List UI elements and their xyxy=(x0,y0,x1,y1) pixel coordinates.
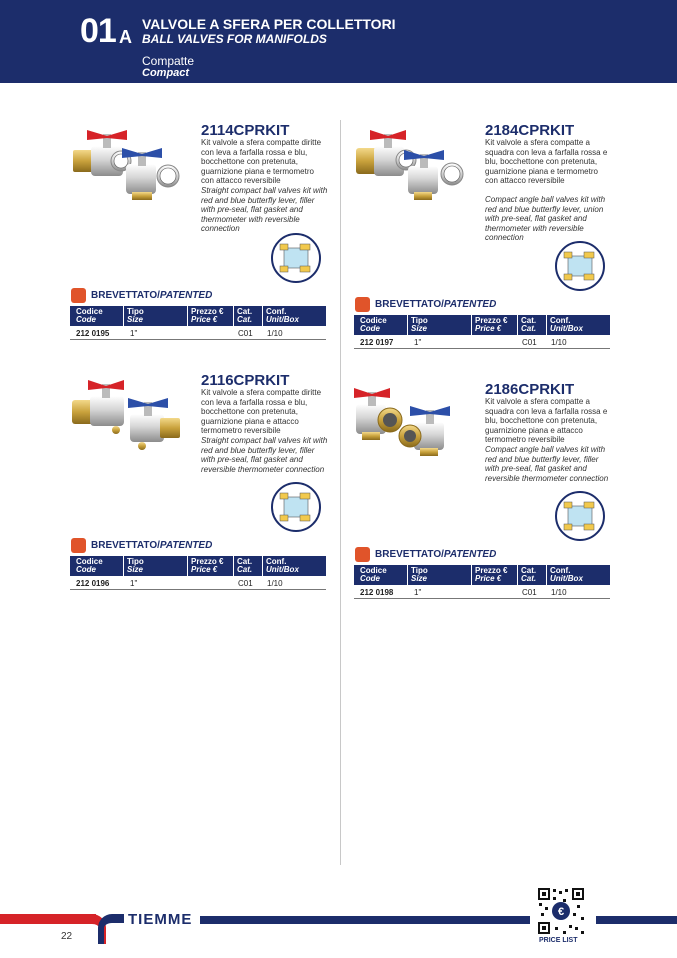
table-row xyxy=(354,335,610,349)
row-size: 1" xyxy=(414,588,422,597)
col-header-size-en: Size xyxy=(411,574,428,583)
col-header-conf: Conf. xyxy=(266,557,287,566)
col-header-cat-en: Cat. xyxy=(521,324,537,333)
footer-blue-stripe xyxy=(200,916,530,924)
product-table xyxy=(354,315,610,349)
col-header-cat-en: Cat. xyxy=(521,574,537,583)
col-header-conf-en: Unit/Box xyxy=(266,315,299,324)
col-header-price: Prezzo € xyxy=(191,557,224,566)
section-letter: A xyxy=(119,27,132,47)
product-code: 2114CPRKIT xyxy=(201,122,290,139)
section-title-it: VALVOLE A SFERA PER COLLETTORI xyxy=(142,16,396,32)
section-title-en: BALL VALVES FOR MANIFOLDS xyxy=(142,32,327,46)
col-header-conf-en: Unit/Box xyxy=(266,565,299,574)
product-description-it: Kit valvole a sfera compatte a squadra con leva a farfalla rossa e blu, bocchettone con pretenuta, guarnizione piana e attacco termometro reversibile xyxy=(485,397,608,445)
product-description-it: Kit valvole a sfera compatte diritte con leva a farfalla rossa e blu, bocchettone con pretenuta, guarnizione piana e termometro con attacco reversibile xyxy=(201,138,322,186)
qr-label: PRICE LIST xyxy=(539,937,578,944)
col-header-code-en: Code xyxy=(76,565,96,574)
col-header-cat: Cat. xyxy=(237,307,253,316)
row-cat: C01 xyxy=(522,338,537,347)
product-description-en: Compact angle ball valves kit with red and blue butterfly lever, filler with pre-seal, flat gasket and reversible thermometer connection xyxy=(485,445,609,483)
row-cat: C01 xyxy=(522,588,537,597)
footer-blue-stripe-right xyxy=(596,916,677,924)
patent-icon xyxy=(355,297,370,312)
col-header-price-en: Price € xyxy=(475,574,502,583)
col-header-code: Codice xyxy=(360,566,387,575)
connection-diagram xyxy=(554,240,606,292)
valve-kit-photo xyxy=(68,120,198,200)
col-header-cat: Cat. xyxy=(521,316,537,325)
row-code: 212 0195 xyxy=(76,329,110,338)
product-code: 2116CPRKIT xyxy=(201,372,290,389)
brand-logo: TIEMME xyxy=(128,911,193,928)
row-size: 1" xyxy=(130,329,138,338)
col-header-code: Codice xyxy=(76,557,103,566)
table-row xyxy=(354,585,610,599)
subsection-title-it: Compatte xyxy=(142,54,195,68)
col-header-size-en: Size xyxy=(127,565,144,574)
col-header-size-en: Size xyxy=(411,324,428,333)
row-code: 212 0196 xyxy=(76,579,110,588)
col-header-conf-en: Unit/Box xyxy=(550,324,583,333)
product-table xyxy=(70,306,326,340)
col-header-conf: Conf. xyxy=(550,566,571,575)
qr-code-icon[interactable] xyxy=(537,887,585,935)
col-header-size: Tipo xyxy=(411,566,428,575)
col-header-conf-en: Unit/Box xyxy=(550,574,583,583)
row-size: 1" xyxy=(414,338,422,347)
table-header xyxy=(70,556,326,576)
product-description-it: Kit valvole a sfera compatte a squadra con leva a farfalla rossa e blu, bocchettone con pretenuta, guarnizione piana e termometro con attacco reversibile xyxy=(485,138,608,186)
patent-label-it: BREVETTATO/ xyxy=(375,549,444,560)
col-header-price-en: Price € xyxy=(475,324,502,333)
footer-blue-curve xyxy=(98,914,124,944)
row-cat: C01 xyxy=(238,579,253,588)
table-row xyxy=(70,576,326,590)
col-header-code: Codice xyxy=(76,307,103,316)
table-header xyxy=(70,306,326,326)
valve-kit-photo xyxy=(68,372,198,452)
product-description-it: Kit valvole a sfera compatte diritte con leva a farfalla rossa e blu, bocchettone con pretenuta, guarnizione piana e attacco termometro reversibile xyxy=(201,388,322,436)
col-header-price: Prezzo € xyxy=(475,316,508,325)
col-header-code-en: Code xyxy=(360,574,380,583)
row-conf: 1/10 xyxy=(267,579,283,588)
valve-kit-photo xyxy=(352,380,482,460)
page-header xyxy=(0,0,677,83)
patent-label-it: BREVETTATO/ xyxy=(91,290,160,301)
product-description-en: Straight compact ball valves kit with red and blue butterfly lever, filler with pre-seal, flat gasket and reversible thermometer connection xyxy=(201,436,328,474)
product-description-en: Compact angle ball valves kit with red and blue butterfly lever, union with pre-seal, flat gasket and thermometer with reversible connection xyxy=(485,195,606,243)
col-header-price: Prezzo € xyxy=(475,566,508,575)
patent-icon xyxy=(71,538,86,553)
row-conf: 1/10 xyxy=(551,588,567,597)
col-header-code: Codice xyxy=(360,316,387,325)
svg-text:€: € xyxy=(557,906,565,918)
connection-diagram xyxy=(270,481,322,533)
row-size: 1" xyxy=(130,579,138,588)
product-description-en: Straight compact ball valves kit with red and blue butterfly lever, filler with pre-seal, flat gasket and thermometer with reversible connection xyxy=(201,186,328,234)
patent-label-en: PATENTED xyxy=(443,549,497,560)
col-header-size-en: Size xyxy=(127,315,144,324)
col-header-conf: Conf. xyxy=(266,307,287,316)
patent-label-en: PATENTED xyxy=(443,299,497,310)
col-header-conf: Conf. xyxy=(550,316,571,325)
table-header xyxy=(354,315,610,335)
row-code: 212 0197 xyxy=(360,338,394,347)
footer-red-stripe xyxy=(0,914,96,924)
col-header-cat-en: Cat. xyxy=(237,315,253,324)
col-header-price-en: Price € xyxy=(191,315,218,324)
page-number: 22 xyxy=(61,931,73,942)
col-header-code-en: Code xyxy=(360,324,380,333)
col-header-cat: Cat. xyxy=(237,557,253,566)
row-conf: 1/10 xyxy=(551,338,567,347)
product-code: 2184CPRKIT xyxy=(485,122,575,139)
row-conf: 1/10 xyxy=(267,329,283,338)
connection-diagram xyxy=(270,232,322,284)
col-header-cat-en: Cat. xyxy=(237,565,253,574)
product-code: 2186CPRKIT xyxy=(485,381,575,398)
table-header xyxy=(354,565,610,585)
col-header-cat: Cat. xyxy=(521,566,537,575)
patent-label-it: BREVETTATO/ xyxy=(91,540,160,551)
patent-icon xyxy=(355,547,370,562)
patent-label-en: PATENTED xyxy=(159,540,213,551)
row-cat: C01 xyxy=(238,329,253,338)
col-header-size: Tipo xyxy=(411,316,428,325)
connection-diagram xyxy=(554,490,606,542)
section-number: 01 xyxy=(80,12,116,50)
product-table xyxy=(70,556,326,590)
row-code: 212 0198 xyxy=(360,588,394,597)
patent-label-en: PATENTED xyxy=(159,290,213,301)
col-header-size: Tipo xyxy=(127,557,144,566)
col-header-price: Prezzo € xyxy=(191,307,224,316)
col-header-price-en: Price € xyxy=(191,565,218,574)
col-header-size: Tipo xyxy=(127,307,144,316)
table-row xyxy=(70,326,326,340)
patent-icon xyxy=(71,288,86,303)
valve-kit-photo xyxy=(352,122,482,202)
col-header-code-en: Code xyxy=(76,315,96,324)
subsection-title-en: Compact xyxy=(142,67,190,79)
patent-label-it: BREVETTATO/ xyxy=(375,299,444,310)
product-table xyxy=(354,565,610,599)
column-divider xyxy=(340,120,341,865)
